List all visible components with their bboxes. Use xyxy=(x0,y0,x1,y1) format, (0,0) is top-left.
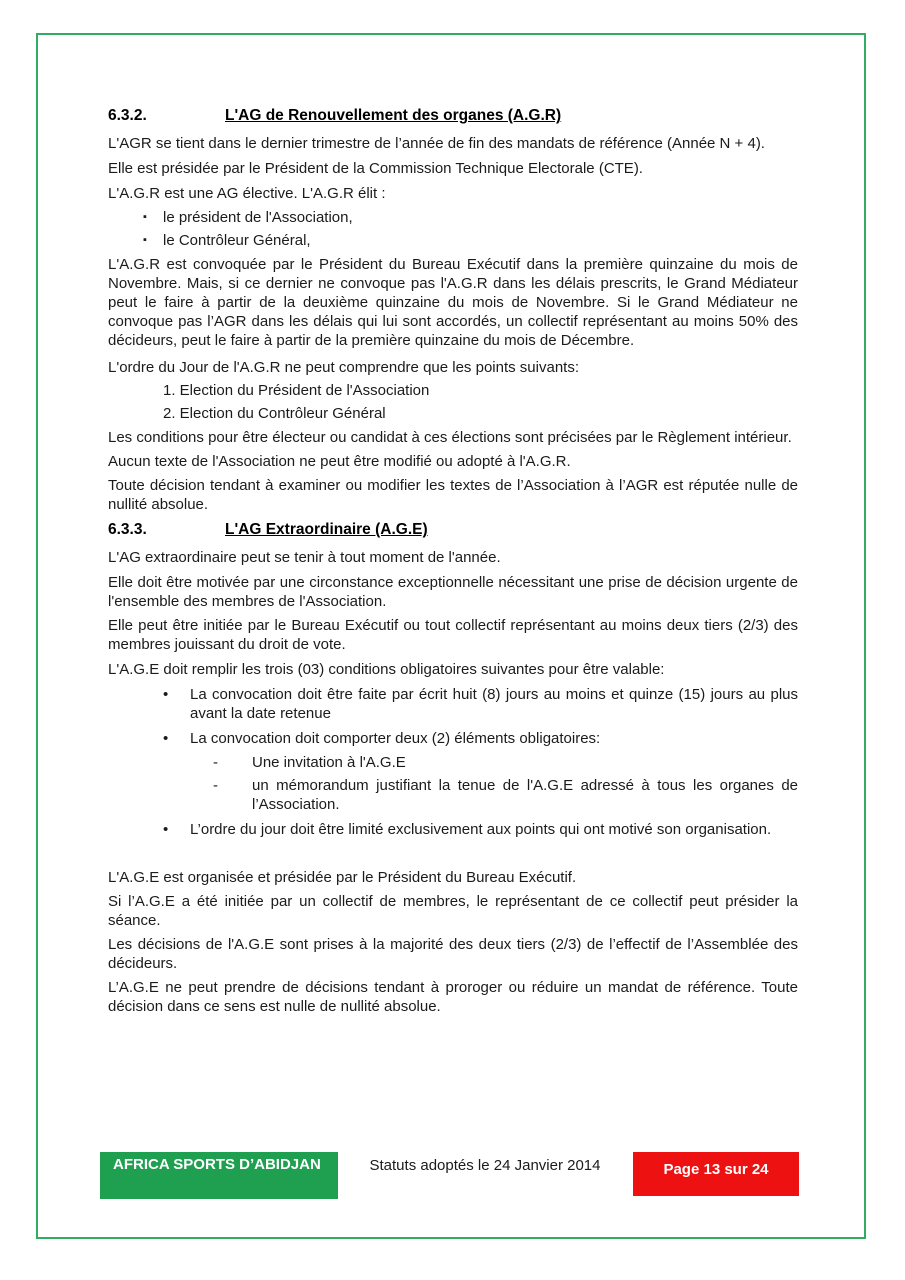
dot-bullet-icon: • xyxy=(163,730,169,747)
paragraph-presidee: Elle est présidée par le Président de la Commission Technique Electorale (CTE). xyxy=(108,160,643,177)
square-bullet-icon: ▪ xyxy=(143,211,147,223)
dash-bullet-icon: - xyxy=(213,754,218,771)
paragraph-proroger: L’A.G.E ne peut prendre de décisions tendant à proroger ou réduire un mandat de référence. Toute décision dans ce sens est nulle de nullité absolue. xyxy=(108,979,798,1015)
dash-bullet-icon: - xyxy=(213,777,218,794)
list-item xyxy=(108,231,798,250)
section-heading-633 xyxy=(108,520,798,539)
paragraph-initiee: Elle peut être initiée par le Bureau Exécutif ou tout collectif représentant au moins deux tiers (2/3) des membres jouissant du droit de vote. xyxy=(108,617,798,653)
paragraph-motivee: Elle doit être motivée par une circonstance exceptionnelle nécessitant une prise de décision urgente de l'ensemble des membres de l'Association. xyxy=(108,574,798,610)
paragraph-aucun-texte: Aucun texte de l'Association ne peut être modifié ou adopté à l'A.G.R. xyxy=(108,453,571,470)
list-item-text: le président de l'Association, xyxy=(163,209,353,226)
paragraph-valable: L'A.G.E doit remplir les trois (03) conditions obligatoires suivantes pour être valable: xyxy=(108,661,665,678)
paragraph-decisions: Les décisions de l'A.G.E sont prises à la majorité des deux tiers (2/3) de l’effectif de l’Assemblée des décideurs. xyxy=(108,936,798,972)
list-item xyxy=(108,820,798,839)
list-item-text: L’ordre du jour doit être limité exclusivement aux points qui ont motivé son organisation. xyxy=(190,821,772,838)
footer-org-badge: AFRICA SPORTS D’ABIDJAN xyxy=(100,1152,338,1199)
paragraph-si-initiee: Si l’A.G.E a été initiée par un collectif de membres, le représentant de ce collectif peut présider la séance. xyxy=(108,893,798,929)
paragraph-convocation: L'A.G.R est convoquée par le Président du Bureau Exécutif dans la première quinzaine du mois de Novembre. Mais, si ce dernier ne convoque pas l'A.G.R dans les délais prescrits, le Grand Médiateur peut le faire à partir de la deuxième quinzaine du mois de Novembre. Si le Grand Médiateur ne convoque pas l’AGR dans les délais qui lui sont accordés, un collectif représentant au moins 50% des décideurs, peut le faire à partir de la première quinzaine du mois de Décembre. xyxy=(108,256,798,349)
list-item xyxy=(108,729,798,748)
list-item-text: La convocation doit comporter deux (2) éléments obligatoires: xyxy=(190,730,601,747)
paragraph-age-tenir: L'AG extraordinaire peut se tenir à tout moment de l'année. xyxy=(108,549,501,566)
list-item-text: le Contrôleur Général, xyxy=(163,232,311,249)
numbered-item xyxy=(108,381,798,400)
footer-adoption-date: Statuts adoptés le 24 Janvier 2014 xyxy=(369,1157,601,1174)
paragraph-agr-tenue: L'AGR se tient dans le dernier trimestre de l’année de fin des mandats de référence (Année N + 4). xyxy=(108,135,765,152)
numbered-item-text: 2. Election du Contrôleur Général xyxy=(163,405,386,422)
section-title: L'AG de Renouvellement des organes (A.G.R) xyxy=(225,107,562,124)
numbered-item xyxy=(108,404,798,423)
sub-list-item-text: Une invitation à l'A.G.E xyxy=(252,754,406,771)
sub-list-item xyxy=(108,753,798,772)
dot-bullet-icon: • xyxy=(163,821,169,838)
section-title: L'AG Extraordinaire (A.G.E) xyxy=(225,521,428,538)
numbered-item-text: 1. Election du Président de l'Association xyxy=(163,382,430,399)
section-number: 6.3.2. xyxy=(108,107,147,124)
paragraph-elective: L'A.G.R est une AG élective. L'A.G.R élit : xyxy=(108,185,386,202)
list-item xyxy=(108,685,798,723)
paragraph-ordre-du-jour: L'ordre du Jour de l'A.G.R ne peut comprendre que les points suivants: xyxy=(108,359,579,376)
section-number: 6.3.3. xyxy=(108,521,147,538)
list-item-text: La convocation doit être faite par écrit huit (8) jours au moins et quinze (15) jours au plus avant la date retenue xyxy=(190,686,798,722)
paragraph-organisee: L'A.G.E est organisée et présidée par le Président du Bureau Exécutif. xyxy=(108,869,577,886)
dot-bullet-icon: • xyxy=(163,686,169,703)
document-body xyxy=(108,106,798,1016)
sub-list-item-text: un mémorandum justifiant la tenue de l'A.G.E adressé à tous les organes de l’Association. xyxy=(252,777,798,813)
section-heading-632 xyxy=(108,106,798,125)
paragraph-conditions: Les conditions pour être électeur ou candidat à ces élections sont précisées par le Règlement intérieur. xyxy=(108,429,792,446)
paragraph-toute-decision: Toute décision tendant à examiner ou modifier les textes de l’Association à l’AGR est réputée nulle de nullité absolue. xyxy=(108,477,798,513)
sub-list-item xyxy=(108,776,798,814)
square-bullet-icon: ▪ xyxy=(143,234,147,246)
list-item xyxy=(108,208,798,227)
footer-page-number-badge: Page 13 sur 24 xyxy=(633,1152,799,1196)
